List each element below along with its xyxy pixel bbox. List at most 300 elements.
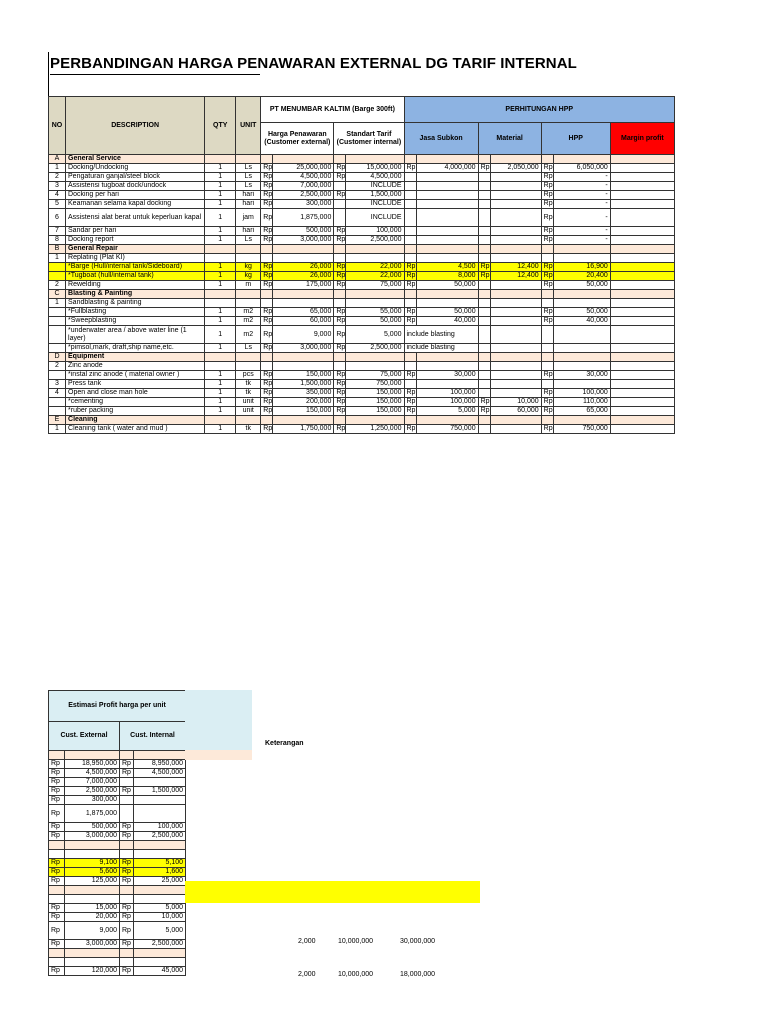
cell-harga-value: 3,000,000 bbox=[273, 344, 334, 353]
cell-harga-currency bbox=[261, 353, 273, 362]
cell-external-currency bbox=[49, 895, 65, 904]
cell-internal-currency: Rp bbox=[120, 913, 134, 922]
cell-hpp-currency: Rp bbox=[541, 182, 553, 191]
cell-unit: pcs bbox=[236, 371, 261, 380]
profit-row bbox=[49, 787, 186, 796]
cell-harga-value bbox=[273, 155, 334, 164]
header-jasa-subkon: Jasa Subkon bbox=[404, 123, 478, 155]
section-row bbox=[49, 353, 675, 362]
cell-external-currency: Rp bbox=[49, 760, 65, 769]
cell-external-currency: Rp bbox=[49, 832, 65, 841]
cell-harga-value: 2,500,000 bbox=[273, 191, 334, 200]
cell-external-value bbox=[65, 850, 120, 859]
cell-internal-currency bbox=[120, 949, 134, 958]
cell-material-value bbox=[490, 227, 541, 236]
cell-material-currency: Rp bbox=[478, 272, 490, 281]
cell-material-value bbox=[490, 200, 541, 209]
cell-internal-currency bbox=[120, 886, 134, 895]
cell-material-value bbox=[490, 254, 541, 263]
cell-external-value bbox=[65, 886, 120, 895]
cell-jasa-value bbox=[416, 209, 478, 227]
cell-jasa-currency: Rp bbox=[404, 317, 416, 326]
cell-standart-value: 150,000 bbox=[346, 389, 404, 398]
cell-standart-currency: Rp bbox=[334, 398, 346, 407]
cell-material-currency bbox=[478, 236, 490, 245]
cell-standart-currency bbox=[334, 254, 346, 263]
cell-material-value bbox=[490, 191, 541, 200]
cell-description: Cleaning bbox=[66, 416, 205, 425]
cell-external-currency: Rp bbox=[49, 859, 65, 868]
cell-material-value: 60,000 bbox=[490, 407, 541, 416]
cell-qty: 1 bbox=[205, 164, 236, 173]
cell-description: General Service bbox=[66, 155, 205, 164]
header-unit: UNIT bbox=[236, 97, 261, 155]
cell-description: Docking per hari bbox=[66, 191, 205, 200]
cell-unit: tk bbox=[236, 425, 261, 434]
cell-jasa-value bbox=[416, 191, 478, 200]
cell-external-value bbox=[65, 958, 120, 967]
cell-harga-currency: Rp bbox=[261, 380, 273, 389]
cell-hpp-value bbox=[553, 380, 610, 389]
cell-no bbox=[49, 371, 66, 380]
cell-margin bbox=[610, 407, 674, 416]
cell-harga-currency bbox=[261, 155, 273, 164]
cell-hpp-value bbox=[553, 245, 610, 254]
cell-standart-value bbox=[346, 290, 404, 299]
cell-harga-currency: Rp bbox=[261, 173, 273, 182]
cell-harga-currency: Rp bbox=[261, 425, 273, 434]
table-row bbox=[49, 173, 675, 182]
cell-no: 2 bbox=[49, 173, 66, 182]
cell-hpp-value: - bbox=[553, 236, 610, 245]
cell-external-value: 4,500,000 bbox=[65, 769, 120, 778]
cell-jasa-currency: Rp bbox=[404, 389, 416, 398]
cell-harga-currency: Rp bbox=[261, 227, 273, 236]
cell-description: Replating (Plat KI) bbox=[66, 254, 205, 263]
cell-hpp-currency bbox=[541, 380, 553, 389]
cell-external-currency: Rp bbox=[49, 922, 65, 940]
cell-hpp-currency: Rp bbox=[541, 425, 553, 434]
cell-jasa-currency bbox=[404, 353, 416, 362]
cell-margin bbox=[610, 344, 674, 353]
cell-standart-value: 55,000 bbox=[346, 308, 404, 317]
cell-harga-value bbox=[273, 290, 334, 299]
cell-internal-currency: Rp bbox=[120, 922, 134, 940]
cell-qty: 1 bbox=[205, 398, 236, 407]
cell-description: Sandblasting & painting bbox=[66, 299, 205, 308]
cell-internal-value: 25,000 bbox=[134, 877, 186, 886]
cell-harga-currency: Rp bbox=[261, 182, 273, 191]
cell-jasa-value: 8,000 bbox=[416, 272, 478, 281]
table-row bbox=[49, 200, 675, 209]
cell-hpp-value: - bbox=[553, 191, 610, 200]
cell-hpp-value bbox=[553, 416, 610, 425]
header-perhitungan-hpp: PERHITUNGAN HPP bbox=[404, 97, 675, 123]
profit-row bbox=[49, 949, 186, 958]
cell-standart-value: 15,000,000 bbox=[346, 164, 404, 173]
cell-harga-value: 350,000 bbox=[273, 389, 334, 398]
cell-margin bbox=[610, 326, 674, 344]
profit-row bbox=[49, 778, 186, 787]
note-1-total: 30,000,000 bbox=[400, 938, 436, 945]
cell-description: Pengaturan ganjal/steel block bbox=[66, 173, 205, 182]
cell-margin bbox=[610, 371, 674, 380]
profit-row bbox=[49, 895, 186, 904]
cell-internal-value: 8,950,000 bbox=[134, 760, 186, 769]
cell-unit: Ls bbox=[236, 344, 261, 353]
section-row bbox=[49, 416, 675, 425]
cell-margin bbox=[610, 227, 674, 236]
cell-material-value: 12,400 bbox=[490, 263, 541, 272]
cell-jasa-currency: Rp bbox=[404, 281, 416, 290]
cell-external-value bbox=[65, 841, 120, 850]
cell-material-currency bbox=[478, 416, 490, 425]
yellow-highlight-band bbox=[185, 881, 480, 903]
cell-harga-currency: Rp bbox=[261, 317, 273, 326]
cell-qty: 1 bbox=[205, 173, 236, 182]
cell-external-value: 3,000,000 bbox=[65, 832, 120, 841]
table-row bbox=[49, 389, 675, 398]
cell-margin bbox=[610, 353, 674, 362]
cell-jasa-currency bbox=[404, 200, 416, 209]
cell-qty bbox=[205, 353, 236, 362]
profit-row bbox=[49, 841, 186, 850]
cell-material-currency: Rp bbox=[478, 263, 490, 272]
header-standart-tarif: Standart Tarif (Customer internal) bbox=[334, 123, 404, 155]
cell-qty: 1 bbox=[205, 425, 236, 434]
cell-hpp-currency: Rp bbox=[541, 272, 553, 281]
cell-internal-value: 45,000 bbox=[134, 967, 186, 976]
keterangan-label: Keterangan bbox=[265, 740, 304, 747]
table-row bbox=[49, 425, 675, 434]
cell-standart-value: 150,000 bbox=[346, 398, 404, 407]
cell-unit bbox=[236, 416, 261, 425]
cell-hpp-value: 100,000 bbox=[553, 389, 610, 398]
cell-hpp-value: 30,000 bbox=[553, 371, 610, 380]
cell-qty: 1 bbox=[205, 389, 236, 398]
profit-row bbox=[49, 832, 186, 841]
cell-jasa-value: 30,000 bbox=[416, 371, 478, 380]
cell-internal-currency: Rp bbox=[120, 904, 134, 913]
cell-harga-value: 175,000 bbox=[273, 281, 334, 290]
cell-description: Rewelding bbox=[66, 281, 205, 290]
cell-external-value: 125,000 bbox=[65, 877, 120, 886]
cell-hpp-value bbox=[553, 299, 610, 308]
cell-external-currency: Rp bbox=[49, 796, 65, 805]
cell-material-value bbox=[490, 173, 541, 182]
cell-standart-currency bbox=[334, 290, 346, 299]
cell-harga-value: 60,000 bbox=[273, 317, 334, 326]
cell-internal-currency: Rp bbox=[120, 859, 134, 868]
cell-external-value: 1,875,000 bbox=[65, 805, 120, 823]
cell-standart-currency bbox=[334, 200, 346, 209]
cell-standart-value: 50,000 bbox=[346, 317, 404, 326]
cell-jasa-value bbox=[416, 299, 478, 308]
cell-jasa-note: include blasting bbox=[404, 326, 478, 344]
cell-standart-value: 2,500,000 bbox=[346, 236, 404, 245]
header-pt-menumbar: PT MENUMBAR KALTIM (Barge 300ft) bbox=[261, 97, 404, 123]
cell-standart-value: 2,500,000 bbox=[346, 344, 404, 353]
cell-internal-currency: Rp bbox=[120, 967, 134, 976]
cell-material-value bbox=[490, 389, 541, 398]
cell-jasa-currency bbox=[404, 290, 416, 299]
cell-harga-currency bbox=[261, 362, 273, 371]
cell-material-currency bbox=[478, 200, 490, 209]
cell-internal-value: 2,500,000 bbox=[134, 940, 186, 949]
cell-no: 7 bbox=[49, 227, 66, 236]
cell-margin bbox=[610, 209, 674, 227]
cell-margin bbox=[610, 362, 674, 371]
cell-description: *Tugboat (hull/internal tank) bbox=[66, 272, 205, 281]
cell-material-currency bbox=[478, 362, 490, 371]
cell-internal-currency: Rp bbox=[120, 787, 134, 796]
table-row bbox=[49, 209, 675, 227]
cell-jasa-value bbox=[416, 227, 478, 236]
cell-qty: 1 bbox=[205, 371, 236, 380]
cell-material-currency bbox=[478, 227, 490, 236]
cell-standart-currency bbox=[334, 182, 346, 191]
cell-description: *instal zinc anode ( material owner ) bbox=[66, 371, 205, 380]
cell-external-currency: Rp bbox=[49, 940, 65, 949]
note-2-total: 18,000,000 bbox=[400, 971, 436, 978]
cell-standart-currency: Rp bbox=[334, 425, 346, 434]
cell-standart-value: 750,000 bbox=[346, 380, 404, 389]
cell-standart-currency bbox=[334, 155, 346, 164]
note-2-cost: 10,000,000 bbox=[338, 971, 374, 978]
cell-jasa-value bbox=[416, 155, 478, 164]
cell-harga-value: 7,000,000 bbox=[273, 182, 334, 191]
cell-qty: 1 bbox=[205, 182, 236, 191]
cell-jasa-currency: Rp bbox=[404, 371, 416, 380]
cell-harga-currency: Rp bbox=[261, 209, 273, 227]
cell-margin bbox=[610, 299, 674, 308]
cell-no: 3 bbox=[49, 380, 66, 389]
cell-jasa-currency bbox=[404, 173, 416, 182]
header-qty: QTY bbox=[205, 97, 236, 155]
cell-no: C bbox=[49, 290, 66, 299]
cell-no: 1 bbox=[49, 425, 66, 434]
cell-external-value bbox=[65, 895, 120, 904]
cell-internal-currency: Rp bbox=[120, 877, 134, 886]
cell-qty bbox=[205, 290, 236, 299]
cell-internal-value bbox=[134, 841, 186, 850]
cell-standart-value bbox=[346, 245, 404, 254]
cell-hpp-currency: Rp bbox=[541, 173, 553, 182]
cell-margin bbox=[610, 155, 674, 164]
cell-hpp-value: 6,050,000 bbox=[553, 164, 610, 173]
cell-harga-currency bbox=[261, 254, 273, 263]
cell-description: Zinc anode bbox=[66, 362, 205, 371]
cell-jasa-value bbox=[416, 245, 478, 254]
cell-hpp-value: 110,000 bbox=[553, 398, 610, 407]
cell-hpp-value: - bbox=[553, 209, 610, 227]
cell-harga-currency bbox=[261, 290, 273, 299]
cell-margin bbox=[610, 425, 674, 434]
cell-standart-value: 100,000 bbox=[346, 227, 404, 236]
cell-material-currency bbox=[478, 245, 490, 254]
cell-material-currency bbox=[478, 308, 490, 317]
cell-standart-value bbox=[346, 353, 404, 362]
cell-external-currency: Rp bbox=[49, 913, 65, 922]
cell-unit: unit bbox=[236, 398, 261, 407]
cell-internal-currency bbox=[120, 751, 134, 760]
cell-jasa-value: 100,000 bbox=[416, 389, 478, 398]
cell-hpp-value: - bbox=[553, 227, 610, 236]
cell-description: *Barge (Hull/internal tank/Sideboard) bbox=[66, 263, 205, 272]
cell-unit: tk bbox=[236, 380, 261, 389]
table-row bbox=[49, 380, 675, 389]
cell-harga-currency bbox=[261, 299, 273, 308]
cell-hpp-currency: Rp bbox=[541, 236, 553, 245]
cell-jasa-currency bbox=[404, 299, 416, 308]
note-1-cost: 10,000,000 bbox=[338, 938, 374, 945]
cell-hpp-currency: Rp bbox=[541, 398, 553, 407]
title-left-border bbox=[48, 52, 49, 98]
cell-harga-value bbox=[273, 362, 334, 371]
cell-material-value bbox=[490, 299, 541, 308]
header-harga-penawaran: Harga Penawaran (Customer external) bbox=[261, 123, 334, 155]
cell-standart-currency: Rp bbox=[334, 308, 346, 317]
cell-jasa-currency bbox=[404, 236, 416, 245]
cell-internal-value: 1,500,000 bbox=[134, 787, 186, 796]
cell-no: E bbox=[49, 416, 66, 425]
profit-row bbox=[49, 823, 186, 832]
cell-material-value bbox=[490, 290, 541, 299]
cell-internal-value: 100,000 bbox=[134, 823, 186, 832]
cell-jasa-value bbox=[416, 173, 478, 182]
cell-material-value: 10,000 bbox=[490, 398, 541, 407]
cell-margin bbox=[610, 317, 674, 326]
cell-internal-value bbox=[134, 850, 186, 859]
profit-row bbox=[49, 958, 186, 967]
cell-jasa-value bbox=[416, 182, 478, 191]
cell-no: 1 bbox=[49, 299, 66, 308]
table-row bbox=[49, 272, 675, 281]
cell-standart-currency: Rp bbox=[334, 227, 346, 236]
cell-external-currency bbox=[49, 850, 65, 859]
cell-harga-value: 500,000 bbox=[273, 227, 334, 236]
cell-qty: 1 bbox=[205, 380, 236, 389]
cell-material-currency bbox=[478, 281, 490, 290]
cell-standart-currency: Rp bbox=[334, 272, 346, 281]
cell-external-value: 3,000,000 bbox=[65, 940, 120, 949]
cell-harga-value: 1,875,000 bbox=[273, 209, 334, 227]
cell-external-value: 5,600 bbox=[65, 868, 120, 877]
header-cust-external: Cust. External bbox=[49, 722, 120, 751]
cell-material-currency bbox=[478, 182, 490, 191]
cell-harga-currency bbox=[261, 416, 273, 425]
cell-external-currency bbox=[49, 949, 65, 958]
profit-row bbox=[49, 922, 186, 940]
cell-jasa-value: 50,000 bbox=[416, 308, 478, 317]
cell-internal-currency: Rp bbox=[120, 823, 134, 832]
cell-jasa-value bbox=[416, 290, 478, 299]
cell-external-currency: Rp bbox=[49, 805, 65, 823]
cell-hpp-value bbox=[553, 344, 610, 353]
cell-material-currency bbox=[478, 371, 490, 380]
cell-harga-value: 25,000,000 bbox=[273, 164, 334, 173]
cell-material-value bbox=[490, 326, 541, 344]
table-row bbox=[49, 254, 675, 263]
cell-internal-value: 1,600 bbox=[134, 868, 186, 877]
cell-standart-currency: Rp bbox=[334, 281, 346, 290]
cell-external-currency bbox=[49, 841, 65, 850]
cell-harga-currency: Rp bbox=[261, 263, 273, 272]
cell-hpp-value: 65,000 bbox=[553, 407, 610, 416]
cell-hpp-value: 16,900 bbox=[553, 263, 610, 272]
cell-qty bbox=[205, 299, 236, 308]
cell-margin bbox=[610, 245, 674, 254]
cell-external-value: 9,100 bbox=[65, 859, 120, 868]
cell-hpp-currency bbox=[541, 326, 553, 344]
cell-standart-currency bbox=[334, 209, 346, 227]
header-material: Material bbox=[478, 123, 541, 155]
cell-standart-value bbox=[346, 416, 404, 425]
cell-qty: 1 bbox=[205, 281, 236, 290]
cell-internal-value: 5,000 bbox=[134, 904, 186, 913]
cell-material-value bbox=[490, 380, 541, 389]
cell-margin bbox=[610, 191, 674, 200]
cell-internal-value: 4,500,000 bbox=[134, 769, 186, 778]
cell-description: *cementing bbox=[66, 398, 205, 407]
cell-qty: 1 bbox=[205, 209, 236, 227]
cell-harga-currency: Rp bbox=[261, 281, 273, 290]
cell-jasa-value: 5,000 bbox=[416, 407, 478, 416]
cell-internal-value bbox=[134, 949, 186, 958]
cell-jasa-currency bbox=[404, 191, 416, 200]
cell-material-currency bbox=[478, 254, 490, 263]
cell-internal-value: 5,000 bbox=[134, 922, 186, 940]
cell-unit bbox=[236, 299, 261, 308]
cell-internal-currency bbox=[120, 850, 134, 859]
cell-no bbox=[49, 272, 66, 281]
cell-standart-value: 1,250,000 bbox=[346, 425, 404, 434]
cell-margin bbox=[610, 164, 674, 173]
cell-standart-value bbox=[346, 299, 404, 308]
cell-hpp-value: 40,000 bbox=[553, 317, 610, 326]
cell-harga-currency: Rp bbox=[261, 164, 273, 173]
cell-jasa-currency bbox=[404, 245, 416, 254]
cell-standart-currency bbox=[334, 245, 346, 254]
cell-standart-value: 22,000 bbox=[346, 263, 404, 272]
cell-jasa-currency: Rp bbox=[404, 164, 416, 173]
cell-internal-value: 10,000 bbox=[134, 913, 186, 922]
cell-external-value: 120,000 bbox=[65, 967, 120, 976]
cell-internal-value: 5,100 bbox=[134, 859, 186, 868]
cell-material-currency bbox=[478, 389, 490, 398]
cell-description: Docking report bbox=[66, 236, 205, 245]
cell-external-value: 20,000 bbox=[65, 913, 120, 922]
header-margin-profit: Margin profit bbox=[610, 123, 674, 155]
cell-jasa-currency bbox=[404, 362, 416, 371]
cell-unit bbox=[236, 362, 261, 371]
cell-material-currency bbox=[478, 344, 490, 353]
cell-hpp-currency: Rp bbox=[541, 227, 553, 236]
cell-material-currency: Rp bbox=[478, 398, 490, 407]
cell-no: D bbox=[49, 353, 66, 362]
cell-margin bbox=[610, 236, 674, 245]
table-row bbox=[49, 371, 675, 380]
cell-margin bbox=[610, 290, 674, 299]
cell-hpp-value bbox=[553, 353, 610, 362]
cell-harga-currency: Rp bbox=[261, 398, 273, 407]
cell-margin bbox=[610, 380, 674, 389]
cell-material-currency: Rp bbox=[478, 407, 490, 416]
cell-hpp-value: - bbox=[553, 182, 610, 191]
cell-hpp-currency: Rp bbox=[541, 191, 553, 200]
cell-harga-value bbox=[273, 245, 334, 254]
cell-harga-currency: Rp bbox=[261, 308, 273, 317]
